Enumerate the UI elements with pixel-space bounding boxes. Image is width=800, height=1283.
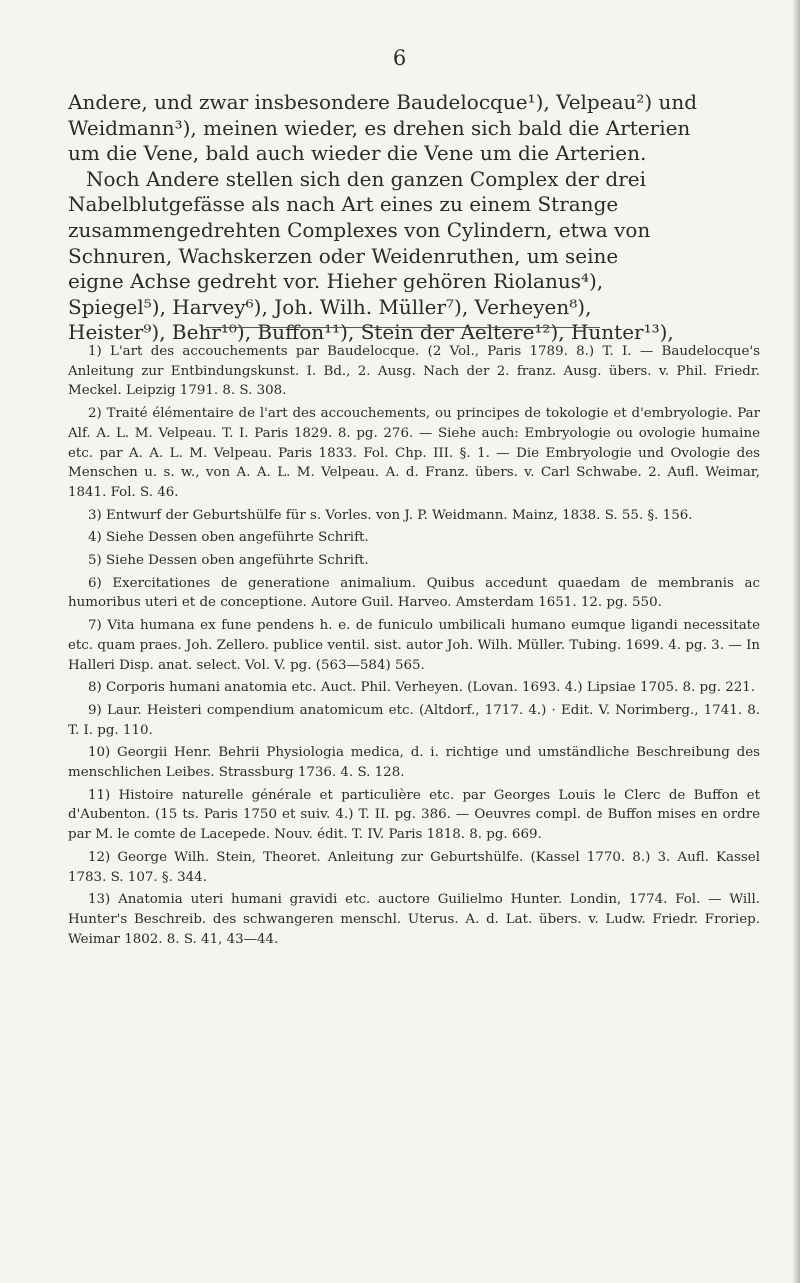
text-line: eigne Achse gedreht vor. Hieher gehören Riolanus⁴), bbox=[68, 269, 604, 294]
page-number: 6 bbox=[392, 46, 408, 70]
text-line: Weidmann³), meinen wieder, es drehen sich bald die Arterien bbox=[68, 115, 691, 140]
footnote: 12) George Wilh. Stein, Theoret. Anleitung zur Geburtshülfe. (Kassel 1770. 8.) 3. Aufl. Kassel 1783. S. 107. §. 344. bbox=[68, 849, 760, 885]
footnote: 13) Anatomia uteri humani gravidi etc. auctore Guilielmo Hunter. Londin, 1774. Fol. — Will. Hunter's Beschreib. des schwangeren menschl. Uterus. A. d. Lat. übers. v. Ludw. Friedr. Froriep. Weimar 1802. 8. S. 41, 43—44. bbox=[68, 892, 760, 947]
footnote-divider bbox=[206, 327, 600, 328]
text-line: um die Vene, bald auch wieder die Vene um die Arterien. bbox=[68, 141, 647, 166]
text-line: Noch Andere stellen sich den ganzen Complex der drei bbox=[86, 166, 647, 191]
text-line: Nabelblutgefässe als nach Art eines zu einem Strange bbox=[68, 192, 619, 217]
text-line: Heister⁹), Behr¹⁰), Buffon¹¹), Stein der Aeltere¹²), Hunter¹³), bbox=[68, 320, 674, 345]
footnote: 8) Corporis humani anatomia etc. Auct. Phil. Verheyen. (Lovan. 1693. 4.) Lipsiae 1705. 8. pg. 221. bbox=[88, 680, 756, 696]
footnote: 4) Siehe Dessen oben angeführte Schrift. bbox=[88, 530, 369, 546]
footnote: 6) Exercitationes de generatione animalium. Quibus accedunt quaedam de membranis ac humoribus uteri et de conceptione. Autore Guil. Harveo. Amsterdam 1651. 12. pg. 550. bbox=[68, 575, 760, 611]
footnote: 5) Siehe Dessen oben angeführte Schrift. bbox=[88, 553, 369, 569]
footnote: 9) Laur. Heisteri compendium anatomicum etc. (Altdorf., 1717. 4.) · Edit. V. Norimberg., 1741. 8. T. I. pg. 110. bbox=[68, 702, 760, 738]
footnote: 11) Histoire naturelle générale et particulière etc. par Georges Louis le Clerc de Buffon et d'Aubenton. (15 ts. Paris 1750 et suiv. 4.) T. II. pg. 386. — Oeuvres compl. de Buffon mises en ordre par M. le comte de Lacepede. Nouv. édit. T. IV. Paris 1818. 8. pg. 669. bbox=[68, 787, 760, 843]
footnote: 1) L'art des accouchements par Baudelocque. (2 Vol., Paris 1789. 8.) T. I. — Baudelocque's Anleitung zur Entbindungskunst. I. Bd., 2. Ausg. Nach der 2. franz. Ausg. übers. v. Phil. Friedr. Meckel. Leipzig 1791. 8. S. 308. bbox=[68, 344, 760, 399]
main-text bbox=[68, 90, 752, 346]
footnotes bbox=[68, 342, 760, 952]
text-line: Schnuren, Wachskerzen oder Weidenruthen, um seine bbox=[68, 243, 619, 268]
footnote: 10) Georgii Henr. Behrii Physiologia medica, d. i. richtige und umständliche Beschreibung des menschlichen Leibes. Strassburg 1736. 4. S. 128. bbox=[68, 745, 760, 781]
text-line: Spiegel⁵), Harvey⁶), Joh. Wilh. Müller⁷), Verheyen⁸), bbox=[68, 294, 592, 319]
footnote: 3) Entwurf der Geburtshülfe für s. Vorles. von J. P. Weidmann. Mainz, 1838. S. 55. §. 156. bbox=[88, 507, 693, 523]
text-line: Andere, und zwar insbesondere Baudelocque¹), Velpeau²) und bbox=[68, 90, 698, 114]
page-edge-shadow bbox=[792, 0, 800, 1283]
footnote: 7) Vita humana ex fune pendens h. e. de funiculo umbilicali humano eumque ligandi necessitate etc. quam praes. Joh. Zellero. publice ventil. sist. autor Joh. Wilh. Müller. Tubing. 1699. 4. pg. 3. — In Halleri Disp. anat. select. Vol. V. pg. (563—584) 565. bbox=[68, 618, 760, 673]
footnote: 2) Traité élémentaire de l'art des accouchements, ou principes de tokologie et d'embryologie. Par Alf. A. L. M. Velpeau. T. I. Paris 1829. 8. pg. 276. — Siehe auch: Embryologie ou ovologie humaine etc. par A. A. L. M. Velpeau. Paris 1833. Fol. Chp. III. §. 1. — Die Embryologie und Ovologie des Menschen u. s. w., von A. A. L. M. Velpeau. A. d. Franz. übers. v. Carl Schwabe. 2. Aufl. Weimar, 1841. Fol. S. 46. bbox=[68, 406, 760, 500]
text-line: zusammengedrehten Complexes von Cylindern, etwa von bbox=[68, 217, 651, 242]
